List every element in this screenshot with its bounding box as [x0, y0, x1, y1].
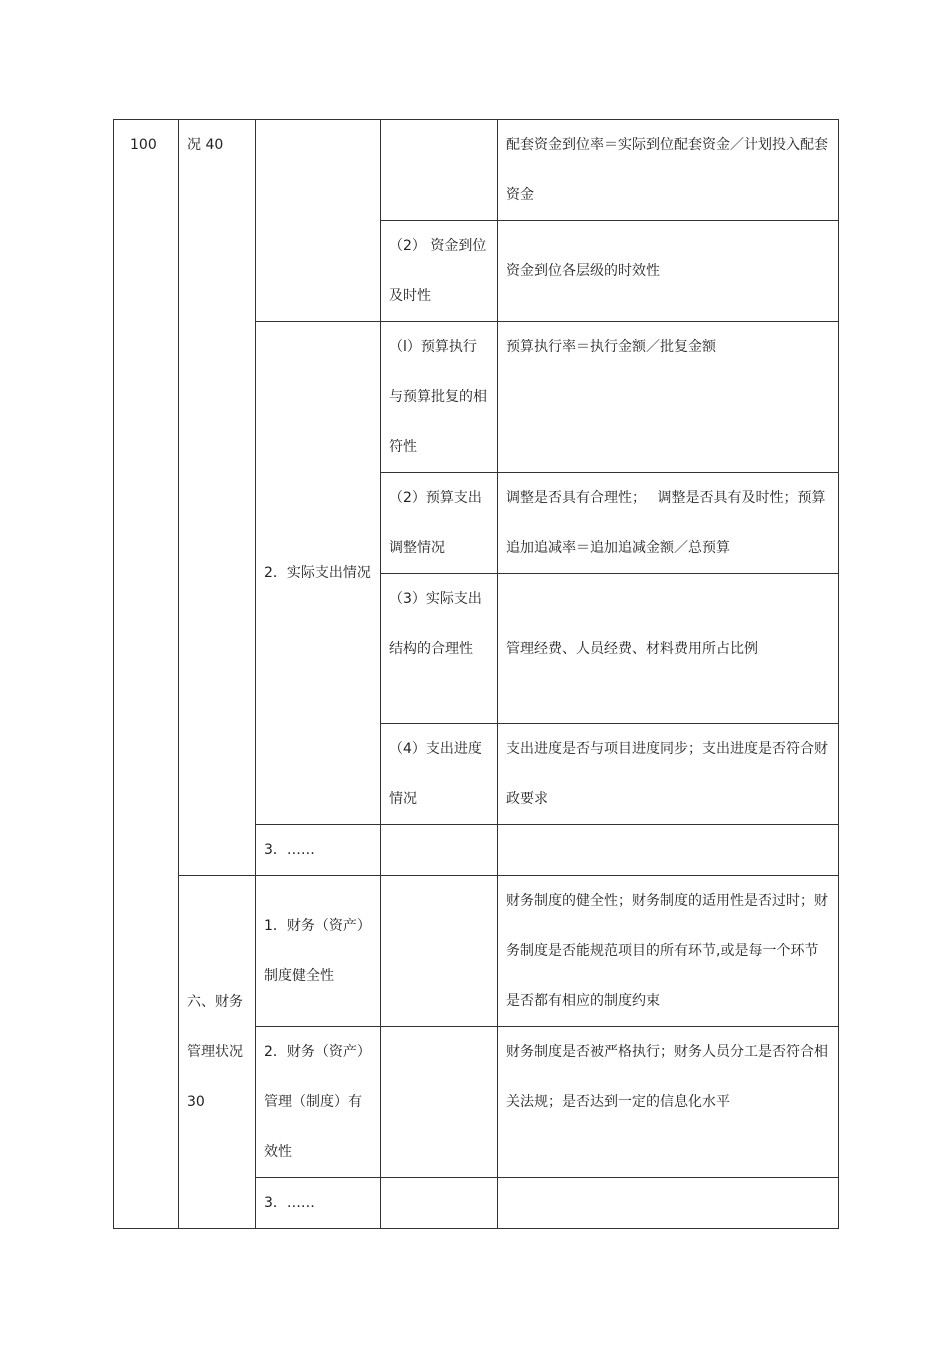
indicator-cell-r8	[381, 876, 498, 1027]
subitem-cell-6-1: 1．财务（资产）制度健全性	[256, 876, 381, 1027]
standard-cell-r7	[498, 825, 839, 876]
indicator-cell-r10	[381, 1178, 498, 1229]
subitem-cell-3: 3．……	[256, 825, 381, 876]
category-cell-prev: 况 40	[179, 120, 256, 876]
standard-cell-r6: 支出进度是否与项目进度同步；支出进度是否符合财政要求	[498, 724, 839, 825]
subitem-cell-2: 2．实际支出情况	[256, 322, 381, 825]
indicator-cell-r5: （3）实际支出结构的合理性	[381, 574, 498, 724]
standard-cell-r4: 调整是否具有合理性； 调整是否具有及时性；预算追加追减率＝追加追减金额／总预算	[498, 473, 839, 574]
standard-cell-r9: 财务制度是否被严格执行；财务人员分工是否符合相关法规；是否达到一定的信息化水平	[498, 1027, 839, 1178]
indicator-cell-r9	[381, 1027, 498, 1178]
standard-cell-r5: 管理经费、人员经费、材料费用所占比例	[498, 574, 839, 724]
subitem-cell-6-3: 3．……	[256, 1178, 381, 1229]
standard-cell-r1: 配套资金到位率＝实际到位配套资金／计划投入配套资金	[498, 120, 839, 221]
subitem-cell-1	[256, 120, 381, 322]
indicator-cell-r4: （2）预算支出调整情况	[381, 473, 498, 574]
standard-cell-r2: 资金到位各层级的时效性	[498, 221, 839, 322]
total-score-cell: 100	[114, 120, 179, 1229]
standard-cell-r3: 预算执行率＝执行金额／批复金额	[498, 322, 839, 473]
evaluation-table	[113, 119, 839, 1229]
indicator-cell-r2: （2） 资金到位及时性	[381, 221, 498, 322]
standard-cell-r8: 财务制度的健全性；财务制度的适用性是否过时；财务制度是否能规范项目的所有环节,或是每一个环节是否都有相应的制度约束	[498, 876, 839, 1027]
indicator-cell-r7	[381, 825, 498, 876]
indicator-cell-r1	[381, 120, 498, 221]
standard-cell-r10	[498, 1178, 839, 1229]
category-cell-6: 六、财务管理状况 30	[179, 876, 256, 1229]
indicator-cell-r6: （4）支出进度情况	[381, 724, 498, 825]
indicator-cell-r3: （l）预算执行与预算批复的相符性	[381, 322, 498, 473]
subitem-cell-6-2: 2．财务（资产）管理（制度）有效性	[256, 1027, 381, 1178]
